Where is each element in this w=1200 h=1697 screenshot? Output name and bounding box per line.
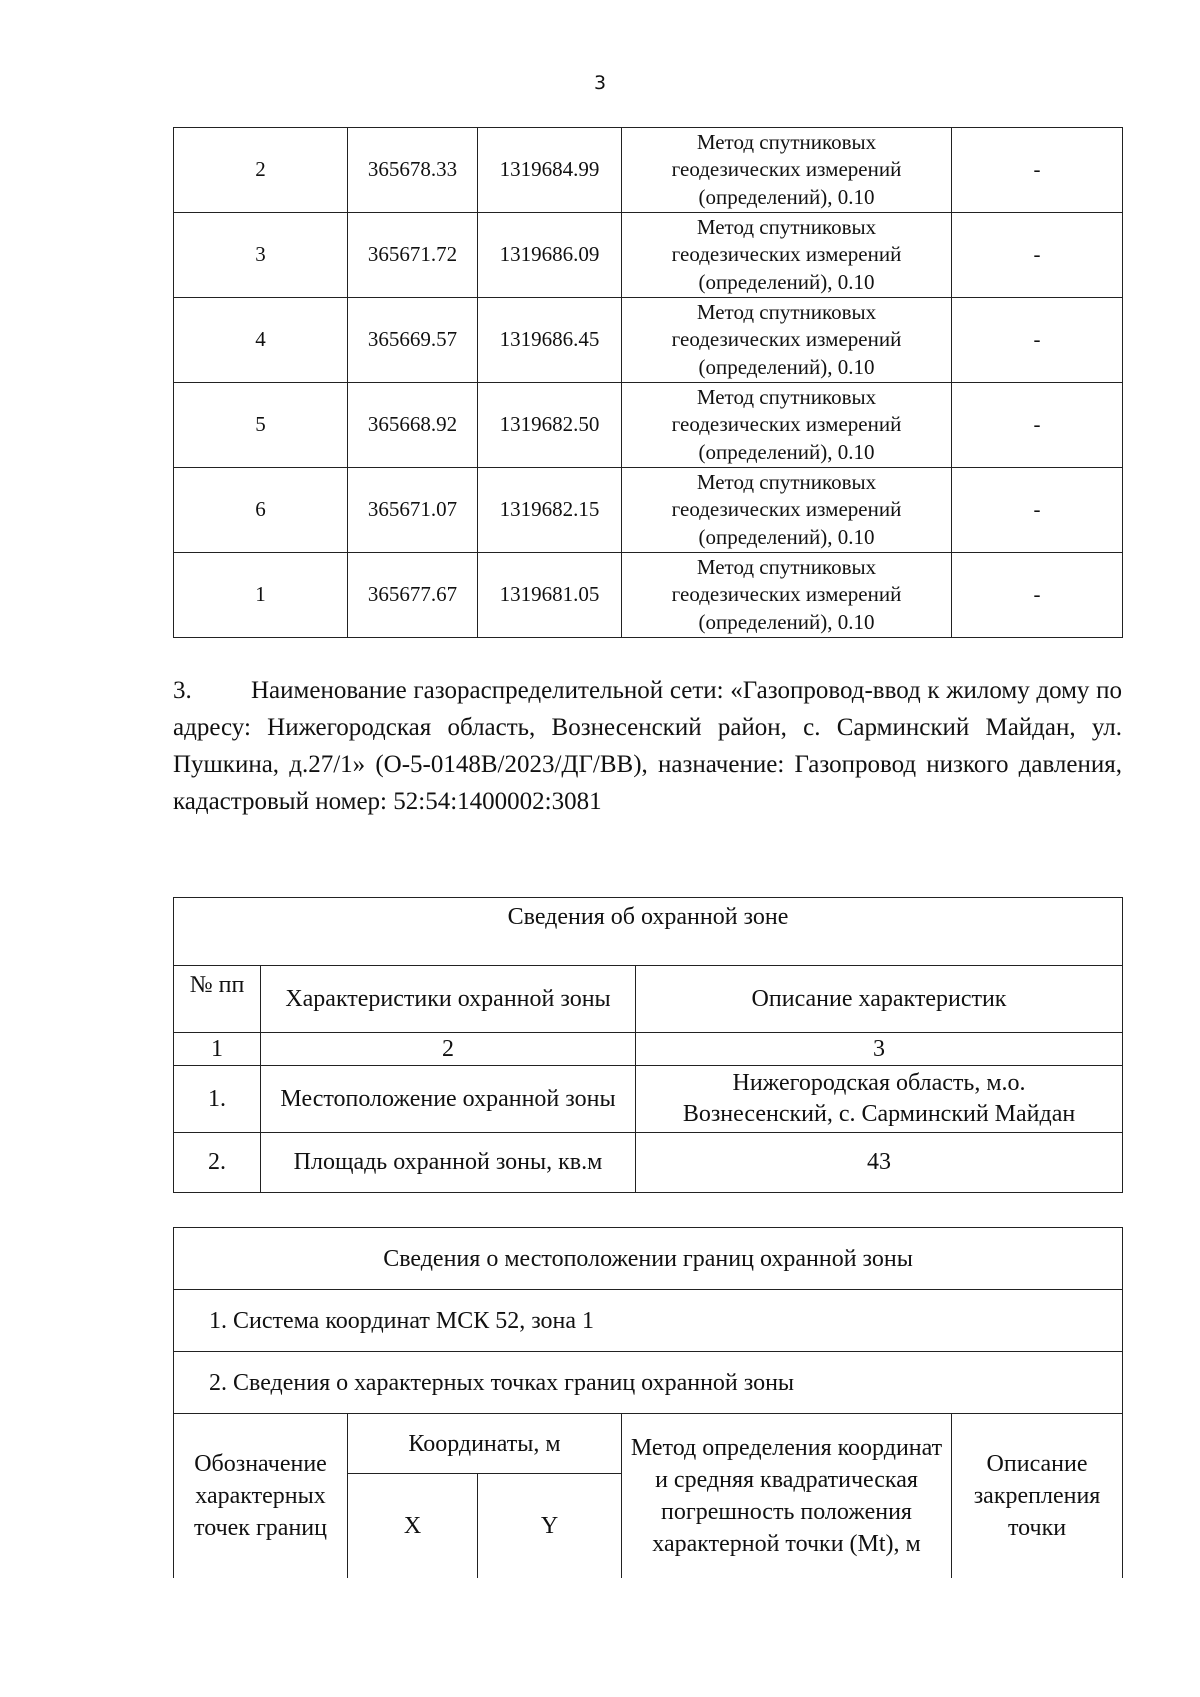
fixation-description: - (952, 383, 1123, 468)
coord-x: 365669.57 (348, 298, 478, 383)
point-number: 3 (174, 213, 348, 298)
row-num: 1. (174, 1066, 261, 1133)
points-info-line: 2. Сведения о характерных точках границ охранной зоны (174, 1352, 1123, 1414)
coord-x: 365678.33 (348, 128, 478, 213)
method-line: (определений), 0.10 (698, 609, 875, 634)
coord-y: 1319684.99 (478, 128, 622, 213)
point-number: 6 (174, 468, 348, 553)
method-line: Метод спутниковых (696, 554, 877, 579)
bounds-title: Сведения о местоположении границ охранной зоны (174, 1228, 1123, 1290)
coord-x: 365677.67 (348, 553, 478, 638)
zone-info-title: Сведения об охранной зоне (174, 898, 1123, 966)
method-cell (622, 298, 952, 383)
method-cell (622, 213, 952, 298)
coord-y: 1319682.15 (478, 468, 622, 553)
coordinate-system-line: 1. Система координат МСК 52, зона 1 (174, 1290, 1123, 1352)
fixation-description: - (952, 468, 1123, 553)
page-number: 3 (593, 72, 607, 94)
method-line: Метод спутниковых (696, 299, 877, 324)
fixation-description: - (952, 128, 1123, 213)
method-line: геодезических измерений (671, 412, 902, 437)
coord-y: 1319682.50 (478, 383, 622, 468)
method-line: Метод спутниковых (696, 129, 877, 154)
method-line: геодезических измерений (671, 242, 902, 267)
row-num: 2. (174, 1133, 261, 1193)
method-line: Метод спутниковых (696, 469, 877, 494)
method-line: (определений), 0.10 (698, 524, 875, 549)
method-cell (622, 468, 952, 553)
description-line: Нижегородская область, м.о. (732, 1070, 1026, 1096)
coord-y: 1319686.45 (478, 298, 622, 383)
table-row (174, 468, 1123, 553)
row-description (636, 1066, 1123, 1133)
coord-x: 365668.92 (348, 383, 478, 468)
header-fixation: Описание закрепления точки (952, 1414, 1123, 1578)
section-number: 3. (173, 677, 192, 704)
method-line: (определений), 0.10 (698, 439, 875, 464)
table-row (174, 298, 1123, 383)
table-row (174, 128, 1123, 213)
header-coordinates: Координаты, м (348, 1414, 622, 1474)
fixation-description: - (952, 213, 1123, 298)
fixation-description: - (952, 298, 1123, 383)
point-number: 5 (174, 383, 348, 468)
section-paragraph (173, 672, 1122, 820)
row-description: 43 (636, 1133, 1123, 1193)
row-characteristic: Площадь охранной зоны, кв.м (261, 1133, 636, 1193)
fixation-description: - (952, 553, 1123, 638)
point-number: 2 (174, 128, 348, 213)
method-cell (622, 383, 952, 468)
column-index: 3 (636, 1033, 1123, 1066)
header-characteristics: Характеристики охранной зоны (261, 966, 636, 1033)
row-characteristic: Местоположение охранной зоны (261, 1066, 636, 1133)
header-description: Описание характеристик (636, 966, 1123, 1033)
method-line: (определений), 0.10 (698, 354, 875, 379)
method-line: (определений), 0.10 (698, 184, 875, 209)
method-line: геодезических измерений (671, 157, 902, 182)
table-row (174, 383, 1123, 468)
section-text: Наименование газораспределительной сети: «Газопровод-ввод к жилому дому по адресу: Нижегородская область, Вознесенский район, с. Сарминский Майдан, ул. Пушкина, д.27/1» (О-5-0148В/2023/ДГ/ВВ), назначение: Газопровод низкого давления, кадастровый номер: 52:54:1400002:3081 (173, 677, 1122, 815)
column-index: 1 (174, 1033, 261, 1066)
point-number: 4 (174, 298, 348, 383)
header-x: X (348, 1474, 478, 1578)
bounds-table (173, 1227, 1123, 1578)
table-row (174, 553, 1123, 638)
coord-y: 1319686.09 (478, 213, 622, 298)
header-method: Метод определения координат и средняя квадратическая погрешность положения характерной точки (Mt), м (622, 1414, 952, 1578)
method-cell (622, 553, 952, 638)
method-line: (определений), 0.10 (698, 269, 875, 294)
method-line: геодезических измерений (671, 497, 902, 522)
column-index: 2 (261, 1033, 636, 1066)
method-cell (622, 128, 952, 213)
point-number: 1 (174, 553, 348, 638)
coord-x: 365671.72 (348, 213, 478, 298)
coord-y: 1319681.05 (478, 553, 622, 638)
table-row (174, 213, 1123, 298)
coord-x: 365671.07 (348, 468, 478, 553)
header-point-designation: Обозначение характерных точек границ (174, 1414, 348, 1578)
header-y: Y (478, 1474, 622, 1578)
points-table (173, 127, 1123, 638)
method-line: Метод спутниковых (696, 214, 877, 239)
method-line: геодезических измерений (671, 327, 902, 352)
description-line: Вознесенский, с. Сарминский Майдан (682, 1101, 1076, 1127)
method-line: Метод спутниковых (696, 384, 877, 409)
zone-info-table (173, 897, 1123, 1193)
method-line: геодезических измерений (671, 582, 902, 607)
header-num: № пп (174, 966, 261, 1033)
